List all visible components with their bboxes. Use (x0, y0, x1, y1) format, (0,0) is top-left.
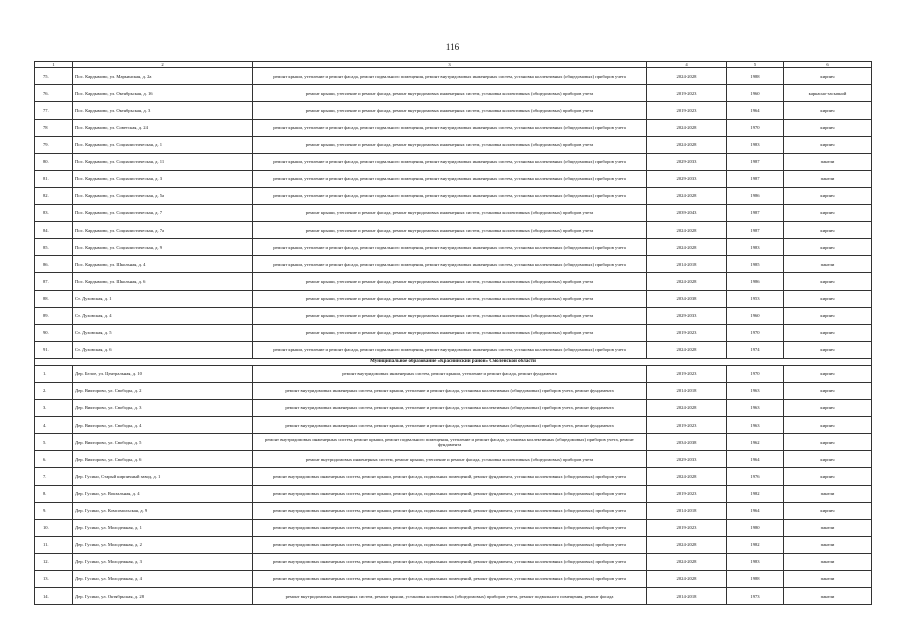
housing-repair-table (34, 61, 872, 605)
year-cell: 1953 (727, 290, 784, 307)
year-cell: 1960 (727, 85, 784, 102)
year-cell: 1973 (727, 588, 784, 605)
works-cell: ремонт крыши, утепление и ремонт фасада, ремонт внутридомовых инженерных систем, установка коллективных (общедомовых) приборов учета (253, 324, 647, 341)
works-cell: ремонт внутридомовых инженерных систем, ремонт крыши, ремонт фасада, подвальных помещений, ремонт фундамента, установка коллективных (общедомовых) приборов учета (253, 536, 647, 553)
period-cell: 2034-2038 (647, 290, 727, 307)
row-number: 77. (35, 102, 73, 119)
table-row (35, 468, 872, 485)
address-cell: Пос. Кардымово, ул. Социалистическая, д. 3 (73, 170, 253, 187)
address-cell: Дер. Гусино, ул. Вокзальная, д. 4 (73, 485, 253, 502)
year-cell: 1987 (727, 153, 784, 170)
address-cell: Ст. Духовская, д. 5 (73, 324, 253, 341)
table-row (35, 485, 872, 502)
row-number: 14. (35, 588, 73, 605)
material-cell: кирпич (784, 341, 872, 358)
year-cell: 1988 (727, 68, 784, 85)
works-cell: ремонт крыши, утепление и ремонт фасада, ремонт подвального помещения, ремонт внутридомовых инженерных систем, установка коллективных (общедомовых) приборов учета (253, 187, 647, 204)
material-cell: кирпич (784, 68, 872, 85)
material-cell: кирпич (784, 290, 872, 307)
section-title: Муниципальное образование «Краснинский район» Смоленской области (35, 358, 872, 365)
works-cell: ремонт внутридомовых инженерных систем, ремонт крыши, установка коллективных (общедомовых) приборов учета, ремонт подвального помещения, ремонт фасада (253, 588, 647, 605)
row-number: 82. (35, 187, 73, 204)
works-cell: ремонт внутридомовых инженерных систем, ремонт крыши, утепление и ремонт фасада, установка коллективных (общедомовых) приборов учета (253, 451, 647, 468)
material-cell: кирпич (784, 205, 872, 222)
material-cell: панели (784, 536, 872, 553)
row-number: 9. (35, 502, 73, 519)
year-cell: 1987 (727, 205, 784, 222)
address-cell: Пос. Кардымово, ул. Социалистическая, д. 7 (73, 205, 253, 222)
row-number: 89. (35, 307, 73, 324)
row-number: 80. (35, 153, 73, 170)
table-row (35, 400, 872, 417)
row-number: 2. (35, 382, 73, 399)
column-header: 3 (253, 62, 647, 68)
material-cell: кирпич (784, 102, 872, 119)
table-row (35, 290, 872, 307)
address-cell: Дер. Гусино, ул. Молодежная, д. 1 (73, 519, 253, 536)
address-cell: Пос. Кардымово, ул. Социалистическая, д. 5а (73, 187, 253, 204)
row-number: 3. (35, 400, 73, 417)
row-number: 83. (35, 205, 73, 222)
address-cell: Дер. Гусино, ул. Молодежная, д. 3 (73, 553, 253, 570)
period-cell: 2014-2018 (647, 382, 727, 399)
works-cell: ремонт крыши, утепление и ремонт фасада, ремонт внутридомовых инженерных систем, установка коллективных (общедомовых) приборов учета (253, 102, 647, 119)
works-cell: ремонт крыши, утепление и ремонт фасада, ремонт подвального помещения, ремонт внутридомовых инженерных систем, установка коллективных (общедомовых) приборов учета (253, 68, 647, 85)
address-cell: Дер. Гусино, Старый кирпичный завод, д. 1 (73, 468, 253, 485)
column-header: 5 (727, 62, 784, 68)
material-cell: кирпич (784, 324, 872, 341)
table-row (35, 273, 872, 290)
table-row (35, 153, 872, 170)
period-cell: 2019-2023 (647, 519, 727, 536)
table-row (35, 205, 872, 222)
table-row (35, 588, 872, 605)
year-cell: 1970 (727, 324, 784, 341)
material-cell: каркасно-засыпной (784, 85, 872, 102)
table-row (35, 324, 872, 341)
row-number: 81. (35, 170, 73, 187)
works-cell: ремонт крыши, утепление и ремонт фасада, ремонт внутридомовых инженерных систем, установка коллективных (общедомовых) приборов учета (253, 290, 647, 307)
material-cell: панели (784, 170, 872, 187)
works-cell: ремонт внутридомовых инженерных систем, ремонт крыши, утепление и ремонт фасада, ремонт фундамента (253, 365, 647, 382)
period-cell: 2024-2028 (647, 136, 727, 153)
table-row (35, 307, 872, 324)
period-cell: 2019-2023 (647, 485, 727, 502)
works-cell: ремонт внутридомовых инженерных систем, ремонт крыши, ремонт фасада, подвальных помещений, ремонт фундамента, установка коллективных (общедомовых) приборов учета (253, 485, 647, 502)
material-cell: кирпич (784, 400, 872, 417)
row-number: 12. (35, 553, 73, 570)
works-cell: ремонт внутридомовых инженерных систем, ремонт крыши, утепление и ремонт фасада, установка коллективных (общедомовых) приборов учета, ремонт фундамента (253, 417, 647, 434)
period-cell: 2024-2028 (647, 553, 727, 570)
address-cell: Дер. Викторово, ул. Свободы, д. 4 (73, 417, 253, 434)
period-cell: 2029-2033 (647, 307, 727, 324)
period-cell: 2024-2028 (647, 400, 727, 417)
material-cell: панели (784, 485, 872, 502)
works-cell: ремонт внутридомовых инженерных систем, ремонт крыши, ремонт фасада, подвальных помещений, ремонт фундамента, установка коллективных (общедомовых) приборов учета (253, 468, 647, 485)
table-row (35, 187, 872, 204)
period-cell: 2024-2028 (647, 222, 727, 239)
page-number: 116 (445, 42, 460, 52)
year-cell: 1964 (727, 451, 784, 468)
period-cell: 2029-2033 (647, 153, 727, 170)
year-cell: 1988 (727, 571, 784, 588)
works-cell: ремонт крыши, утепление и ремонт фасада, ремонт подвального помещения, ремонт внутридомовых инженерных систем, установка коллективных (общедомовых) приборов учета (253, 256, 647, 273)
works-cell: ремонт внутридомовых инженерных систем, ремонт крыши, утепление и ремонт фасада, установка коллективных (общедомовых) приборов учета, ремонт фундамента (253, 382, 647, 399)
material-cell: панели (784, 553, 872, 570)
year-cell: 1983 (727, 239, 784, 256)
address-cell: Пос. Кардымово, ул. Советская, д. 24 (73, 119, 253, 136)
year-cell: 1987 (727, 222, 784, 239)
address-cell: Пос. Кардымово, ул. Социалистическая, д. 7а (73, 222, 253, 239)
row-number: 90. (35, 324, 73, 341)
row-number: 88. (35, 290, 73, 307)
material-cell: кирпич (784, 417, 872, 434)
material-cell: панели (784, 571, 872, 588)
material-cell: панели (784, 519, 872, 536)
address-cell: Дер. Гусино, ул. Октябрьская, д. 28 (73, 588, 253, 605)
works-cell: ремонт крыши, утепление и ремонт фасада, ремонт внутридомовых инженерных систем, установка коллективных (общедомовых) приборов учета (253, 85, 647, 102)
address-cell: Дер. Гусино, ул. Комсомольская, д. 9 (73, 502, 253, 519)
table-row (35, 85, 872, 102)
table-row (35, 341, 872, 358)
period-cell: 2014-2018 (647, 256, 727, 273)
period-cell: 2019-2023 (647, 324, 727, 341)
material-cell: панели (784, 153, 872, 170)
year-cell: 1986 (727, 273, 784, 290)
works-cell: ремонт крыши, утепление и ремонт фасада, ремонт внутридомовых инженерных систем, установка коллективных (общедомовых) приборов учета (253, 273, 647, 290)
period-cell: 2024-2028 (647, 341, 727, 358)
table-row (35, 571, 872, 588)
row-number: 1. (35, 365, 73, 382)
year-cell: 1963 (727, 400, 784, 417)
period-cell: 2029-2033 (647, 170, 727, 187)
year-cell: 1976 (727, 468, 784, 485)
year-cell: 1963 (727, 417, 784, 434)
material-cell: кирпич (784, 119, 872, 136)
period-cell: 2024-2028 (647, 536, 727, 553)
works-cell: ремонт внутридомовых инженерных систем, ремонт крыши, ремонт фасада, подвальных помещений, ремонт фундамента, установка коллективных (общедомовых) приборов учета (253, 553, 647, 570)
table-row (35, 519, 872, 536)
table-row (35, 553, 872, 570)
column-header: 4 (647, 62, 727, 68)
address-cell: Дер. Белое, ул. Центральная, д. 10 (73, 365, 253, 382)
address-cell: Дер. Викторово, ул. Свободы, д. 5 (73, 434, 253, 451)
material-cell: кирпич (784, 468, 872, 485)
table-row (35, 119, 872, 136)
material-cell: кирпич (784, 502, 872, 519)
row-number: 78 (35, 119, 73, 136)
period-cell: 2029-2033 (647, 451, 727, 468)
address-cell: Ст. Духовская, д. 4 (73, 307, 253, 324)
works-cell: ремонт внутридомовых инженерных систем, ремонт крыши, утепление и ремонт фасада, установка коллективных (общедомовых) приборов учета, ремонт фундамента (253, 400, 647, 417)
row-number: 76. (35, 85, 73, 102)
row-number: 75. (35, 68, 73, 85)
material-cell: кирпич (784, 273, 872, 290)
works-cell: ремонт внутридомовых инженерных систем, ремонт крыши, ремонт фасада, подвальных помещений, ремонт фундамента, установка коллективных (общедомовых) приборов учета (253, 519, 647, 536)
works-cell: ремонт внутридомовых инженерных систем, ремонт крыши, ремонт фасада, подвальных помещений, ремонт фундамента, установка коллективных (общедомовых) приборов учета (253, 502, 647, 519)
period-cell: 2024-2028 (647, 571, 727, 588)
period-cell: 2034-2038 (647, 434, 727, 451)
column-header: 1 (35, 62, 73, 68)
table-row (35, 502, 872, 519)
works-cell: ремонт крыши, утепление и ремонт фасада, ремонт внутридомовых инженерных систем, установка коллективных (общедомовых) приборов учета (253, 205, 647, 222)
table-row (35, 451, 872, 468)
table-row (35, 365, 872, 382)
table-row (35, 136, 872, 153)
table-row (35, 170, 872, 187)
works-cell: ремонт крыши, утепление и ремонт фасада, ремонт внутридомовых инженерных систем, установка коллективных (общедомовых) приборов учета (253, 222, 647, 239)
material-cell: кирпич (784, 222, 872, 239)
period-cell: 2014-2018 (647, 502, 727, 519)
period-cell: 2024-2028 (647, 68, 727, 85)
address-cell: Дер. Викторово, ул. Свободы, д. 6 (73, 451, 253, 468)
address-cell: Пос. Кардымово, ул. Школьная, д. 4 (73, 256, 253, 273)
period-cell: 2019-2023 (647, 417, 727, 434)
year-cell: 1987 (727, 170, 784, 187)
material-cell: кирпич (784, 307, 872, 324)
row-number: 8. (35, 485, 73, 502)
material-cell: кирпич (784, 239, 872, 256)
row-number: 6. (35, 451, 73, 468)
year-cell: 1964 (727, 102, 784, 119)
address-cell: Дер. Гусино, ул. Молодежная, д. 2 (73, 536, 253, 553)
row-number: 11. (35, 536, 73, 553)
address-cell: Пос. Кардымово, ул. Октябрьская, д. 3 (73, 102, 253, 119)
works-cell: ремонт крыши, утепление и ремонт фасада, ремонт подвального помещения, ремонт внутридомовых инженерных систем, установка коллективных (общедомовых) приборов учета (253, 341, 647, 358)
works-cell: ремонт крыши, утепление и ремонт фасада, ремонт подвального помещения, ремонт внутридомовых инженерных систем, установка коллективных (общедомовых) приборов учета (253, 153, 647, 170)
material-cell: панели (784, 256, 872, 273)
material-cell: кирпич (784, 382, 872, 399)
address-cell: Пос. Кардымово, ул. Марьинская, д. 2а (73, 68, 253, 85)
row-number: 85. (35, 239, 73, 256)
section-header-row (35, 358, 872, 365)
period-cell: 2019-2023 (647, 102, 727, 119)
year-cell: 1963 (727, 382, 784, 399)
works-cell: ремонт внутридомовых инженерных систем, ремонт крыши, ремонт фасада, подвальных помещений, ремонт фундамента, установка коллективных (общедомовых) приборов учета (253, 571, 647, 588)
works-cell: ремонт крыши, утепление и ремонт фасада, ремонт подвального помещения, ремонт внутридомовых инженерных систем, установка коллективных (общедомовых) приборов учета (253, 239, 647, 256)
table-row (35, 222, 872, 239)
year-cell: 1974 (727, 341, 784, 358)
material-cell: кирпич (784, 451, 872, 468)
material-cell: кирпич (784, 187, 872, 204)
table-row (35, 417, 872, 434)
works-cell: ремонт внутридомовых инженерных систем, ремонт крыши, ремонт подвального помещения, утепление и ремонт фасада, установка коллективных (общедомовых) приборов учета, ремонт фундамента (253, 434, 647, 451)
row-number: 5. (35, 434, 73, 451)
year-cell: 1962 (727, 434, 784, 451)
year-cell: 1986 (727, 187, 784, 204)
column-header: 2 (73, 62, 253, 68)
row-number: 84. (35, 222, 73, 239)
material-cell: панели (784, 588, 872, 605)
table-row (35, 434, 872, 451)
works-cell: ремонт крыши, утепление и ремонт фасада, ремонт подвального помещения, ремонт внутридомовых инженерных систем, установка коллективных (общедомовых) приборов учета (253, 119, 647, 136)
year-cell: 1970 (727, 119, 784, 136)
period-cell: 2019-2023 (647, 365, 727, 382)
period-cell: 2024-2028 (647, 239, 727, 256)
row-number: 13. (35, 571, 73, 588)
row-number: 7. (35, 468, 73, 485)
row-number: 10. (35, 519, 73, 536)
table-row (35, 256, 872, 273)
table-body (35, 62, 872, 605)
row-number: 91. (35, 341, 73, 358)
address-cell: Пос. Кардымово, ул. Школьная, д. 6 (73, 273, 253, 290)
address-cell: Дер. Викторово, ул. Свободы, д. 3 (73, 400, 253, 417)
address-cell: Пос. Кардымово, ул. Социалистическая, д. 11 (73, 153, 253, 170)
address-cell: Ст. Духовская, д. 6 (73, 341, 253, 358)
row-number: 86. (35, 256, 73, 273)
row-number: 87. (35, 273, 73, 290)
address-cell: Дер. Гусино, ул. Молодежная, д. 4 (73, 571, 253, 588)
works-cell: ремонт крыши, утепление и ремонт фасада, ремонт внутридомовых инженерных систем, установка коллективных (общедомовых) приборов учета (253, 136, 647, 153)
address-cell: Ст. Духовская, д. 1 (73, 290, 253, 307)
address-cell: Дер. Викторово, ул. Свободы, д. 2 (73, 382, 253, 399)
year-cell: 1964 (727, 502, 784, 519)
table-row (35, 382, 872, 399)
year-cell: 1970 (727, 365, 784, 382)
table-row (35, 536, 872, 553)
year-cell: 1983 (727, 553, 784, 570)
period-cell: 2039-2043 (647, 205, 727, 222)
address-cell: Пос. Кардымово, ул. Социалистическая, д. 9 (73, 239, 253, 256)
material-cell: кирпич (784, 136, 872, 153)
period-cell: 2024-2028 (647, 187, 727, 204)
address-cell: Пос. Кардымово, ул. Октябрьская, д. 16 (73, 85, 253, 102)
year-cell: 1980 (727, 519, 784, 536)
material-cell: кирпич (784, 434, 872, 451)
table-row (35, 102, 872, 119)
row-number: 79. (35, 136, 73, 153)
year-cell: 1985 (727, 256, 784, 273)
period-cell: 2024-2028 (647, 119, 727, 136)
table-row (35, 68, 872, 85)
row-number: 4. (35, 417, 73, 434)
column-header: 6 (784, 62, 872, 68)
period-cell: 2019-2023 (647, 85, 727, 102)
address-cell: Пос. Кардымово, ул. Социалистическая, д. 1 (73, 136, 253, 153)
year-cell: 1960 (727, 307, 784, 324)
material-cell: кирпич (784, 365, 872, 382)
year-cell: 1982 (727, 536, 784, 553)
works-cell: ремонт крыши, утепление и ремонт фасада, ремонт подвального помещения, ремонт внутридомовых инженерных систем, установка коллективных (общедомовых) приборов учета (253, 170, 647, 187)
works-cell: ремонт крыши, утепление и ремонт фасада, ремонт внутридомовых инженерных систем, установка коллективных (общедомовых) приборов учета (253, 307, 647, 324)
period-cell: 2014-2018 (647, 588, 727, 605)
year-cell: 1982 (727, 485, 784, 502)
period-cell: 2024-2028 (647, 468, 727, 485)
year-cell: 1983 (727, 136, 784, 153)
table-row (35, 239, 872, 256)
period-cell: 2024-2028 (647, 273, 727, 290)
